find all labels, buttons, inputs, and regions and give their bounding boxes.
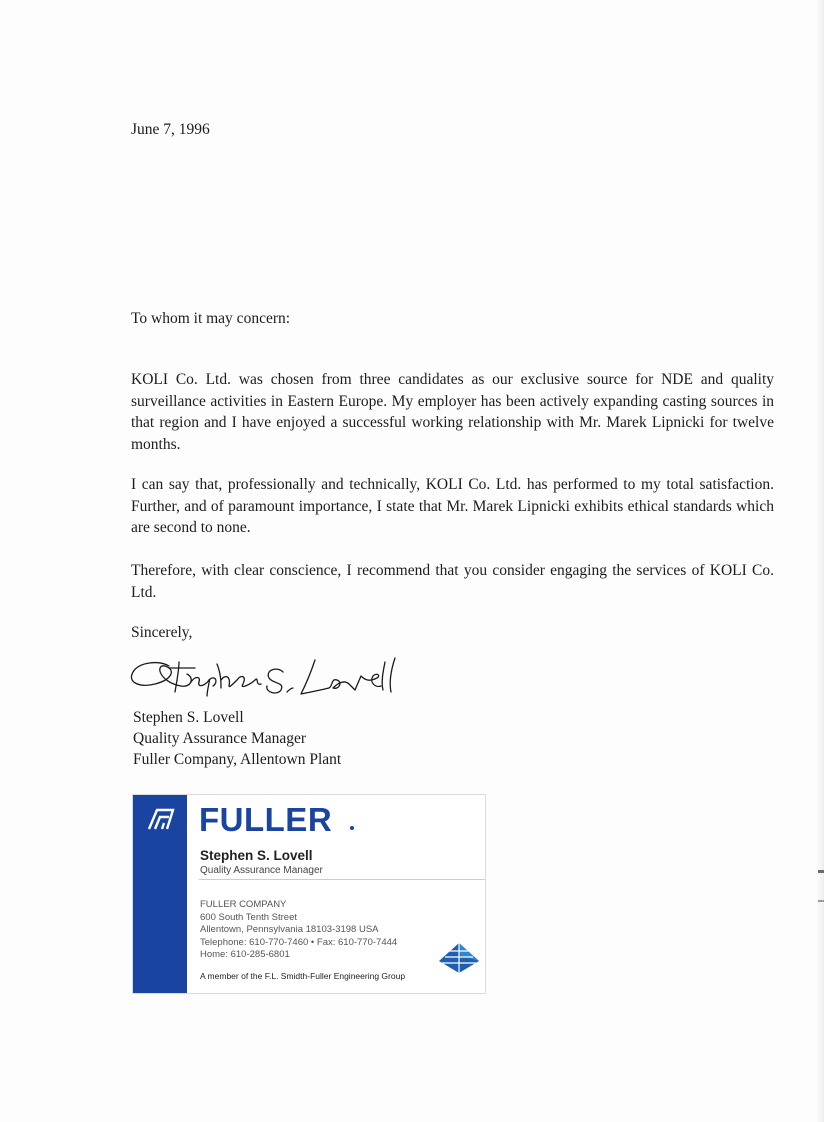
signer-title: Quality Assurance Manager (133, 730, 307, 747)
handwritten-signature (125, 652, 400, 700)
signer-company: Fuller Company, Allentown Plant (133, 751, 342, 768)
registered-mark (350, 826, 354, 830)
scan-mark (818, 900, 824, 902)
card-street: 600 South Tenth Street (200, 911, 298, 923)
card-divider (199, 879, 485, 880)
body-paragraph-2: I can say that, professionally and technically, KOLI Co. Ltd. has performed to my total satisfaction. Further, and of paramount importance, I state that Mr. Marek Lipnicki exhibits ethical standards which are second to none. (131, 476, 774, 536)
card-home-phone: Home: 610-285-6801 (200, 949, 290, 960)
scan-mark (818, 870, 824, 873)
fuller-logo-icon (145, 807, 175, 831)
card-stripe (133, 795, 187, 993)
card-name: Stephen S. Lovell (200, 848, 313, 863)
card-title: Quality Assurance Manager (200, 865, 323, 876)
card-city: Allentown, Pennsylvania 18103-3198 USA (200, 924, 379, 935)
card-member-line: A member of the F.L. Smidth-Fuller Engineering Group (200, 971, 406, 981)
salutation: To whom it may concern: (131, 310, 291, 327)
card-address (200, 899, 397, 962)
closing: Sincerely, (131, 624, 193, 641)
pyramid-logo-icon (437, 941, 481, 975)
body-paragraph-3: Therefore, with clear conscience, I recommend that you consider engaging the services of KOLI Co. Ltd. (131, 562, 774, 601)
letter-date: June 7, 1996 (131, 121, 210, 138)
page-edge (816, 0, 824, 1122)
body-paragraph-1: KOLI Co. Ltd. was chosen from three candidates as our exclusive source for NDE and quality surveillance activities in Eastern Europe. My employer has been actively expanding casting sources in that region and I have enjoyed a successful working relationship with Mr. Marek Lipnicki for twelve months. (131, 371, 774, 453)
card-brand: FULLER (199, 801, 333, 838)
signature-block (133, 707, 341, 770)
signer-name: Stephen S. Lovell (133, 709, 244, 726)
card-phone: Telephone: 610-770-7460 • Fax: 610-770-7444 (200, 936, 398, 948)
card-company: FULLER COMPANY (200, 899, 287, 910)
business-card (132, 794, 486, 994)
